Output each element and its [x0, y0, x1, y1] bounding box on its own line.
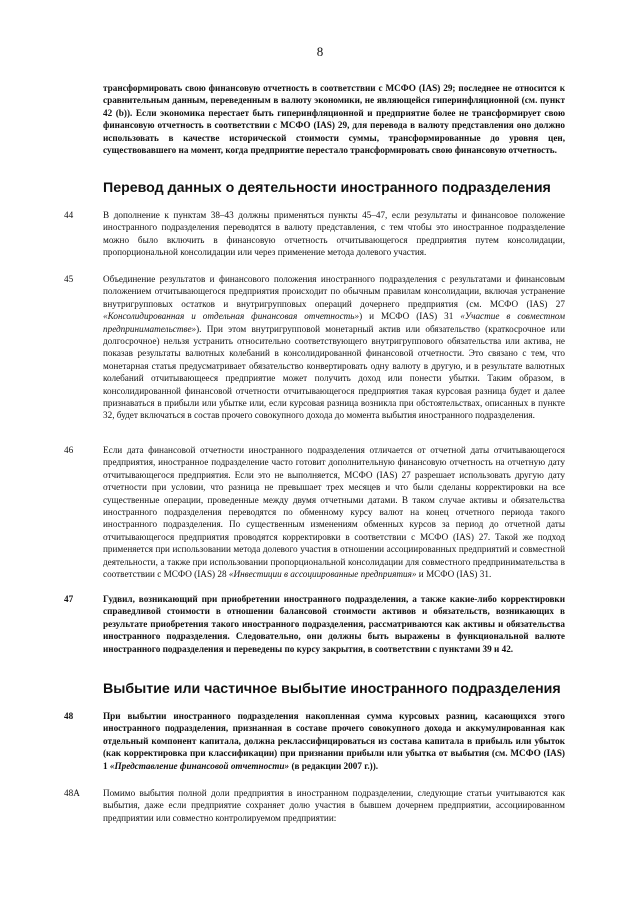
standard-title: «Участие в совместном предпринимательстве» [103, 311, 565, 334]
paragraph-47 [64, 593, 568, 655]
text-run: и МСФО (IAS) 31. [416, 569, 492, 580]
lead-paragraph: трансформировать свою финансовую отчетность в соответствии с МСФО (IAS) 29; последнее не относится к сравнительным данным, переведенным в валюту экономики, не являющейся гиперинфляционной (см. пункт 42 (b)). Если экономика перестает быть гиперинфляционной и предприятие более не трансформирует свою финансовую отчетность в соответствии с МСФО (IAS) 29, для перевода в валюту представления оно должно использовать в качестве исторической стоимости суммы, трансформированные до уровня цен, существовавшего на момент, когда предприятие перестало трансформировать свою финансовую отчетность. [103, 83, 565, 156]
paragraph-text [103, 710, 565, 772]
paragraph-number: 48A [64, 788, 80, 798]
paragraph-text [103, 273, 565, 422]
standard-title: «Представление финансовой отчетности» [109, 760, 290, 771]
paragraph-number: 46 [64, 445, 74, 455]
text-run: ). При этом внутригрупповой монетарный актив или обязательство (краткосрочное или долгосрочное) нельзя устранить относительно соответствующего внутригруппового обязательства или актива, не показав результаты валютных колебаний в консолидированной финансовой отчетности. Это связано с тем, что монетарная статья предусматривает обязательство конвертировать одну валюту в другую, и в результате валютных колебаний отчитывающееся предприятие может получить доход или понести убытки. Таким образом, в консолидированной финансовой отчетности отчитывающегося предприятия такая курсовая разница будет и далее признаваться в прибыли или убытке или, если курсовая разница возникла при обстоятельствах, описанных в пункте 32, будет включаться в состав прочего совокупного дохода до момента выбытия иностранного подразделения. [103, 323, 565, 421]
paragraph-text [103, 444, 565, 580]
paragraph-number: 48 [64, 711, 74, 721]
page-number: 8 [316, 44, 324, 59]
paragraph-45 [64, 273, 568, 422]
text-run: Если дата финансовой отчетности иностранного подразделения отличается от отчетной даты отчитывающегося предприятия, иностранное подразделение часто готовит дополнительную финансовую отчетность на отчетную дату отчитывающегося предприятия. Если это не выполняется, МСФО (IAS) 27 разрешает использовать другую дату отчетности при условии, что разница не превышает трех месяцев и что были сделаны корректировки на все существенные операции, проведенные между двумя отчетными датами. В таком случае активы и обязательства иностранного подразделения переводятся по обменному курсу валют на конец отчетного периода такого иностранного подразделения. По существенным изменениям обменных курсов за период до отчетной даты отчитывающегося предприятия проводятся корректировки в соответствии с МСФО (IAS) 27. Такой же подход применяется при использовании метода долевого участия в отношении ассоциированных предприятий и совместной деятельности, а также при использовании пропорциональной консолидации для совместного предпринимательства в соответствии с МСФО (IAS) 28 [103, 445, 565, 580]
text-run: (в редакции 2007 г.)). [289, 760, 379, 771]
text-run: Объединение результатов и финансового положения иностранного подразделения с результатами и финансовым положением отчитывающегося предприятия происходит по обычным правилам консолидации, включая устранение внутригрупповых остатков и внутригрупповых операций дочернего предприятия (см. МСФО (IAS) 27 [103, 274, 565, 309]
paragraph-44 [64, 209, 568, 259]
standard-title: «Инвестиции в ассоциированные предприятия» [228, 569, 417, 580]
paragraph-48a [64, 787, 568, 824]
paragraph-48 [64, 710, 568, 772]
text-run: При выбытии иностранного подразделения накопленная сумма курсовых разниц, касающихся этого иностранного подразделения, признанная в составе прочего совокупного дохода и аккумулированная как отдельный компонент капитала, должна реклассифицироваться из состава капитала в прибыль или убыток (как корректировка при классификации) при признании прибыли или убытка от выбытия (см. МСФО (IAS) 1 [103, 711, 565, 771]
section-heading-translation: Перевод данных о деятельности иностранного подразделения [103, 180, 551, 196]
paragraph-number: 44 [64, 210, 74, 220]
standard-title: «Консолидированная и отдельная финансовая отчетность» [103, 311, 360, 322]
paragraph-46 [64, 444, 568, 580]
paragraph-number: 47 [64, 594, 74, 604]
section-heading-disposal: Выбытие или частичное выбытие иностранного подразделения [103, 681, 561, 697]
text-run: ) и МСФО (IAS) 31 [359, 311, 461, 322]
paragraph-text: В дополнение к пунктам 38–43 должны применяться пункты 45–47, если результаты и финансовое положение иностранного подразделения переводятся в валюту представления, с тем чтобы это иностранное подразделение можно было включить в финансовую отчетность отчитывающегося предприятия путем консолидации, пропорциональной консолидации или через применение метода долевого участия. [103, 210, 565, 258]
paragraph-text: Гудвил, возникающий при приобретении иностранного подразделения, а также какие-либо корректировки справедливой стоимости в отношении балансовой стоимости активов и обязательств, возникающих в результате приобретения такого иностранного подразделения, рассматриваются как активы и обязательства иностранного подразделения. Следовательно, они должны быть выражены в функциональной валюте иностранного подразделения и переведены по курсу закрытия, в соответствии с пунктами 39 и 42. [103, 594, 565, 654]
paragraph-text: Помимо выбытия полной доли предприятия в иностранном подразделении, следующие статьи учитываются как выбытия, даже если предприятие сохраняет долю участия в бывшем дочернем предприятии, ассоциированном предприятии или совместно контролируемом предприятии: [103, 788, 565, 823]
paragraph-number: 45 [64, 274, 74, 284]
